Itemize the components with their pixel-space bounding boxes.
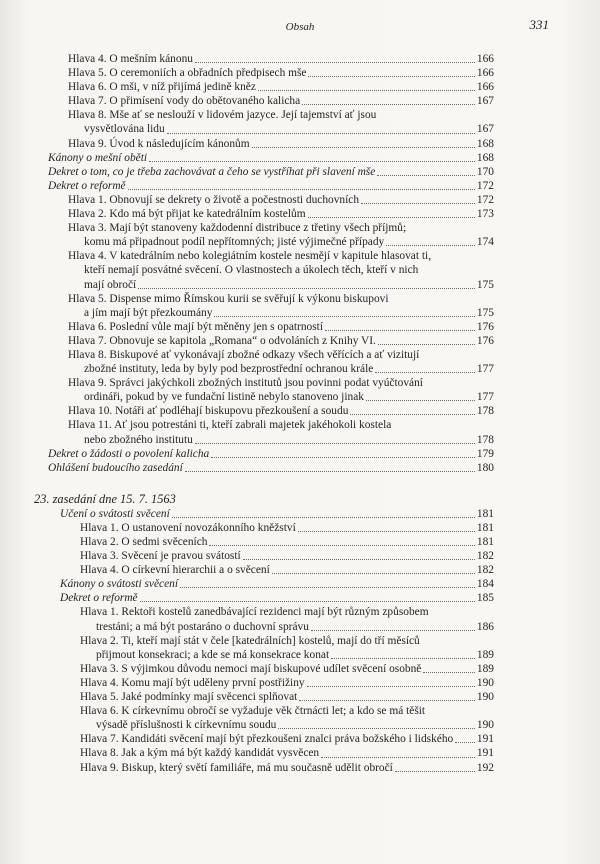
toc-section-entry (34, 179, 494, 193)
toc-entry-text: Hlava 6. K církevnímu obročí se vyžaduje věk čtrnácti let; a kdo se má těšit (80, 705, 426, 718)
toc-page-number: 168 (476, 137, 494, 150)
toc-entry-text: trestáni; a má být postaráno o duchovní správu (96, 620, 309, 633)
toc-page-number: 176 (476, 320, 494, 333)
toc-page-number: 166 (476, 53, 494, 65)
leader-dots (252, 147, 475, 148)
toc-entry-text: Učení o svátosti svěcení (60, 507, 170, 520)
toc-chapter-entry (34, 535, 494, 549)
toc-entry-text: ordináři, pokud by ve fundační listině nebylo stanoveno jinak (84, 391, 364, 404)
toc-chapter-entry (34, 52, 494, 66)
toc-chapter-entry (34, 292, 494, 320)
toc-entry-text: Hlava 1. Rektoři kostelů zanedbávající rezidenci mají být různým způsobem (80, 606, 429, 619)
toc-page-number: 185 (476, 592, 494, 605)
toc-entry-text: Hlava 9. Správci jakýchkoli zbožných institutů jsou povinni podat vyúčtování (68, 377, 423, 390)
leader-dots (321, 757, 475, 758)
toc-page-number: 172 (476, 193, 494, 206)
leader-dots (211, 457, 475, 458)
leader-dots (361, 203, 475, 204)
toc-page-number: 180 (476, 461, 494, 474)
toc-chapter-entry (34, 690, 494, 704)
toc-entry-text: Hlava 1. Obnovují se dekrety o životě a počestnosti duchovních (68, 193, 360, 206)
toc-page-number: 182 (476, 550, 494, 563)
leader-dots (180, 587, 475, 588)
toc-page-number: 184 (476, 578, 494, 591)
toc-entry-text: Hlava 6. Poslední vůle mají být měněny jen s opatrností (68, 320, 323, 333)
toc-chapter-entry (34, 549, 494, 563)
toc-entry-text: přijmout konsekraci; a kde se má konsekrace konat (96, 648, 330, 661)
toc-page-number: 168 (476, 151, 494, 164)
toc-section-entry (34, 447, 494, 461)
leader-dots (308, 76, 474, 77)
toc-chapter-entry (34, 348, 494, 376)
toc-section-entry (34, 151, 494, 165)
toc-entry-text: mají obročí (84, 278, 137, 291)
leader-dots (149, 161, 475, 162)
toc-entry-text: Hlava 3. Mají být stanoveny každodenní distribuce z třetiny všech příjmů; (68, 222, 407, 235)
toc-page-number: 190 (476, 676, 494, 689)
toc-page-number: 166 (476, 81, 494, 94)
toc-chapter-entry (34, 94, 494, 108)
toc-entry-text: Hlava 7. O přimísení vody do obětovaného kalicha (68, 95, 301, 108)
toc-page-number: 190 (476, 691, 494, 704)
toc-page-number: 175 (476, 306, 494, 319)
toc-chapter-entry (34, 66, 494, 80)
toc-page-number: 175 (476, 278, 494, 291)
toc-chapter-entry (34, 320, 494, 334)
leader-dots (311, 630, 475, 631)
toc-section-entry (34, 591, 494, 605)
leader-dots (258, 90, 475, 91)
toc-entry-text: Hlava 5. Dispense mimo Římskou kurii se svěřují k výkonu biskupovi (68, 292, 389, 305)
toc-entry-text: nebo zbožného institutu (84, 433, 193, 446)
leader-dots (172, 517, 475, 518)
leader-dots (278, 728, 475, 729)
leader-dots (195, 62, 475, 63)
toc-entry-text: Hlava 8. Biskupové ať vykonávají zbožné odkazy všech věřících a ať vizitují (68, 348, 420, 361)
toc-entry-text: komu má připadnout podíl nepřítomných; jisté výjimečné případy (84, 236, 385, 249)
running-head (0, 17, 600, 37)
toc-entry-text: Hlava 4. O mešním kánonu (68, 53, 193, 65)
toc-page-number: 181 (476, 507, 494, 520)
toc-page-number: 181 (476, 536, 494, 548)
leader-dots (167, 133, 475, 134)
toc-page-number: 179 (476, 447, 494, 460)
session-title: 23. zasedání dne 15. 7. 1563 (34, 491, 176, 506)
table-of-contents (34, 52, 494, 775)
leader-dots (350, 414, 475, 415)
toc-section-entry (34, 507, 494, 521)
toc-page-number: 176 (476, 334, 494, 347)
toc-block-session-23 (34, 507, 494, 775)
toc-chapter-entry (34, 80, 494, 94)
toc-page-number: 178 (476, 433, 494, 446)
toc-entry-text: Hlava 6. O mši, v níž přijímá jedině kněz (68, 81, 256, 94)
toc-page-number: 167 (476, 123, 494, 136)
toc-entry-text: a jím mají být přezkoumány (84, 306, 213, 319)
toc-page-number: 177 (476, 363, 494, 376)
toc-chapter-entry (34, 761, 494, 775)
leader-dots (140, 601, 475, 602)
toc-entry-text: Hlava 10. Notáři ať podléhají biskupovu přezkoušení a soudu (68, 405, 349, 418)
toc-page-number: 189 (476, 662, 494, 675)
toc-page-number: 191 (476, 733, 494, 746)
toc-chapter-entry (34, 662, 494, 676)
toc-entry-text: zbožné instituty, leda by byly pod bezprostřední ochranou krále (84, 363, 374, 376)
toc-entry-text: Hlava 5. Jaké podmínky mají svěcenci splňovat (80, 691, 298, 704)
toc-chapter-entry (34, 605, 494, 633)
toc-page-number: 192 (476, 761, 494, 774)
toc-section-entry (34, 461, 494, 475)
leader-dots (272, 573, 475, 574)
leader-dots (299, 700, 475, 701)
toc-entry-text: Hlava 9. Biskup, který světí familiáře, má mu současně udělit obročí (80, 761, 393, 774)
toc-section-entry (34, 165, 494, 179)
toc-chapter-entry (34, 732, 494, 746)
leader-dots (378, 344, 475, 345)
toc-block-session-22 (34, 52, 494, 475)
toc-page-number: 167 (476, 95, 494, 108)
toc-page-number: 166 (476, 67, 494, 80)
toc-entry-text: výsadě příslušnosti k církevnímu soudu (96, 719, 277, 732)
session-heading (34, 492, 494, 507)
toc-entry-text: Kánony o svátosti svěcení (60, 578, 178, 591)
toc-chapter-entry (34, 634, 494, 662)
toc-entry-text: vysvětlována lidu (84, 123, 165, 136)
toc-entry-text: Hlava 7. Obnovuje se kapitola „Romana“ o odvoláních z Knihy VI. (68, 334, 376, 347)
toc-page-number: 178 (476, 405, 494, 418)
toc-entry-text: Hlava 2. Kdo má být přijat ke katedrálním kostelům (68, 208, 306, 221)
toc-chapter-entry (34, 193, 494, 207)
toc-chapter-entry (34, 334, 494, 348)
page-number: 331 (529, 17, 549, 32)
toc-page-number: 174 (476, 236, 494, 249)
toc-entry-text: Hlava 2. Ti, kteří mají stát v čele [katedrálních] kostelů, mají do tří měsíců (80, 634, 420, 647)
toc-page-number: 177 (476, 391, 494, 404)
leader-dots (366, 400, 475, 401)
toc-entry-text: Hlava 7. Kandidáti svěcení mají být přezkoušeni znalci práva božského i lidského (80, 733, 454, 746)
toc-chapter-entry (34, 137, 494, 151)
toc-chapter-entry (34, 746, 494, 760)
toc-entry-text: Ohlášení budoucího zasedání (48, 461, 183, 474)
leader-dots (386, 245, 475, 246)
toc-chapter-entry (34, 676, 494, 690)
leader-dots (209, 545, 474, 546)
toc-chapter-entry (34, 404, 494, 418)
toc-chapter-entry (34, 563, 494, 577)
toc-chapter-entry (34, 376, 494, 404)
toc-chapter-entry (34, 207, 494, 221)
toc-entry-text: Hlava 4. Komu mají být uděleny první postřižiny (80, 676, 305, 689)
leader-dots (423, 672, 475, 673)
toc-entry-text: Kánony o mešní oběti (48, 151, 148, 164)
toc-entry-text: Hlava 9. Úvod k následujícím kánonům (68, 137, 250, 150)
toc-chapter-entry (34, 704, 494, 732)
leader-dots (395, 771, 475, 772)
leader-dots (308, 217, 475, 218)
leader-dots (455, 742, 475, 743)
toc-page-number: 189 (476, 648, 494, 661)
leader-dots (375, 372, 475, 373)
toc-chapter-entry (34, 108, 494, 136)
toc-entry-text: Hlava 8. Mše ať se neslouží v lidovém jazyce. Její tajemství ať jsou (68, 109, 377, 122)
toc-page-number: 172 (476, 179, 494, 192)
toc-chapter-entry (34, 418, 494, 446)
toc-section-entry (34, 577, 494, 591)
toc-page-number: 182 (476, 564, 494, 577)
toc-page-number: 191 (476, 747, 494, 760)
leader-dots (195, 443, 475, 444)
running-title: Obsah (285, 21, 315, 33)
leader-dots (377, 175, 475, 176)
toc-entry-text: Hlava 8. Jak a kým má být každý kandidát vysvěcen (80, 747, 320, 760)
toc-chapter-entry (34, 249, 494, 291)
leader-dots (185, 471, 475, 472)
toc-entry-text: Hlava 3. S výjimkou důvodu nemoci mají biskupové udílet svěcení osobně (80, 662, 422, 675)
toc-chapter-entry (34, 521, 494, 535)
toc-page-number: 173 (476, 208, 494, 221)
toc-page-number: 170 (476, 165, 494, 178)
leader-dots (307, 686, 475, 687)
toc-entry-text: Dekret o reformě (48, 179, 126, 192)
leader-dots (331, 658, 475, 659)
toc-entry-text: Hlava 1. O ustanovení novozákonního kněžství (80, 521, 296, 534)
leader-dots (128, 189, 475, 190)
toc-entry-text: kteří nemají posvátné svěcení. O vlastnostech a úkolech těch, kteří v nich (84, 264, 419, 277)
toc-entry-text: Hlava 5. O ceremoniích a obřadních předpisech mše (68, 67, 307, 80)
leader-dots (214, 316, 474, 317)
toc-entry-text: Hlava 2. O sedmi svěceních (80, 536, 208, 548)
toc-entry-text: Hlava 11. Ať jsou potrestáni ti, kteří zabrali majetek jakéhokoli kostela (68, 419, 392, 432)
leader-dots (298, 531, 475, 532)
toc-entry-text: Hlava 4. V katedrálním nebo kolegiátním kostele nesmějí v kapitule hlasovat ti, (68, 250, 432, 263)
toc-entry-text: Dekret o tom, co je třeba zachovávat a čeho se vystříhat při slavení mše (48, 165, 376, 178)
toc-page-number: 181 (476, 521, 494, 534)
leader-dots (302, 104, 475, 105)
leader-dots (325, 330, 475, 331)
toc-chapter-entry (34, 221, 494, 249)
leader-dots (138, 288, 475, 289)
toc-page-number: 190 (476, 719, 494, 732)
toc-entry-text: Dekret o žádosti o povolení kalicha (48, 447, 210, 460)
toc-entry-text: Hlava 4. O církevní hierarchii a o svěcení (80, 564, 270, 577)
toc-page-number: 186 (476, 620, 494, 633)
leader-dots (243, 559, 475, 560)
toc-entry-text: Hlava 3. Svěcení je pravou svátostí (80, 550, 241, 563)
toc-entry-text: Dekret o reformě (60, 592, 138, 605)
